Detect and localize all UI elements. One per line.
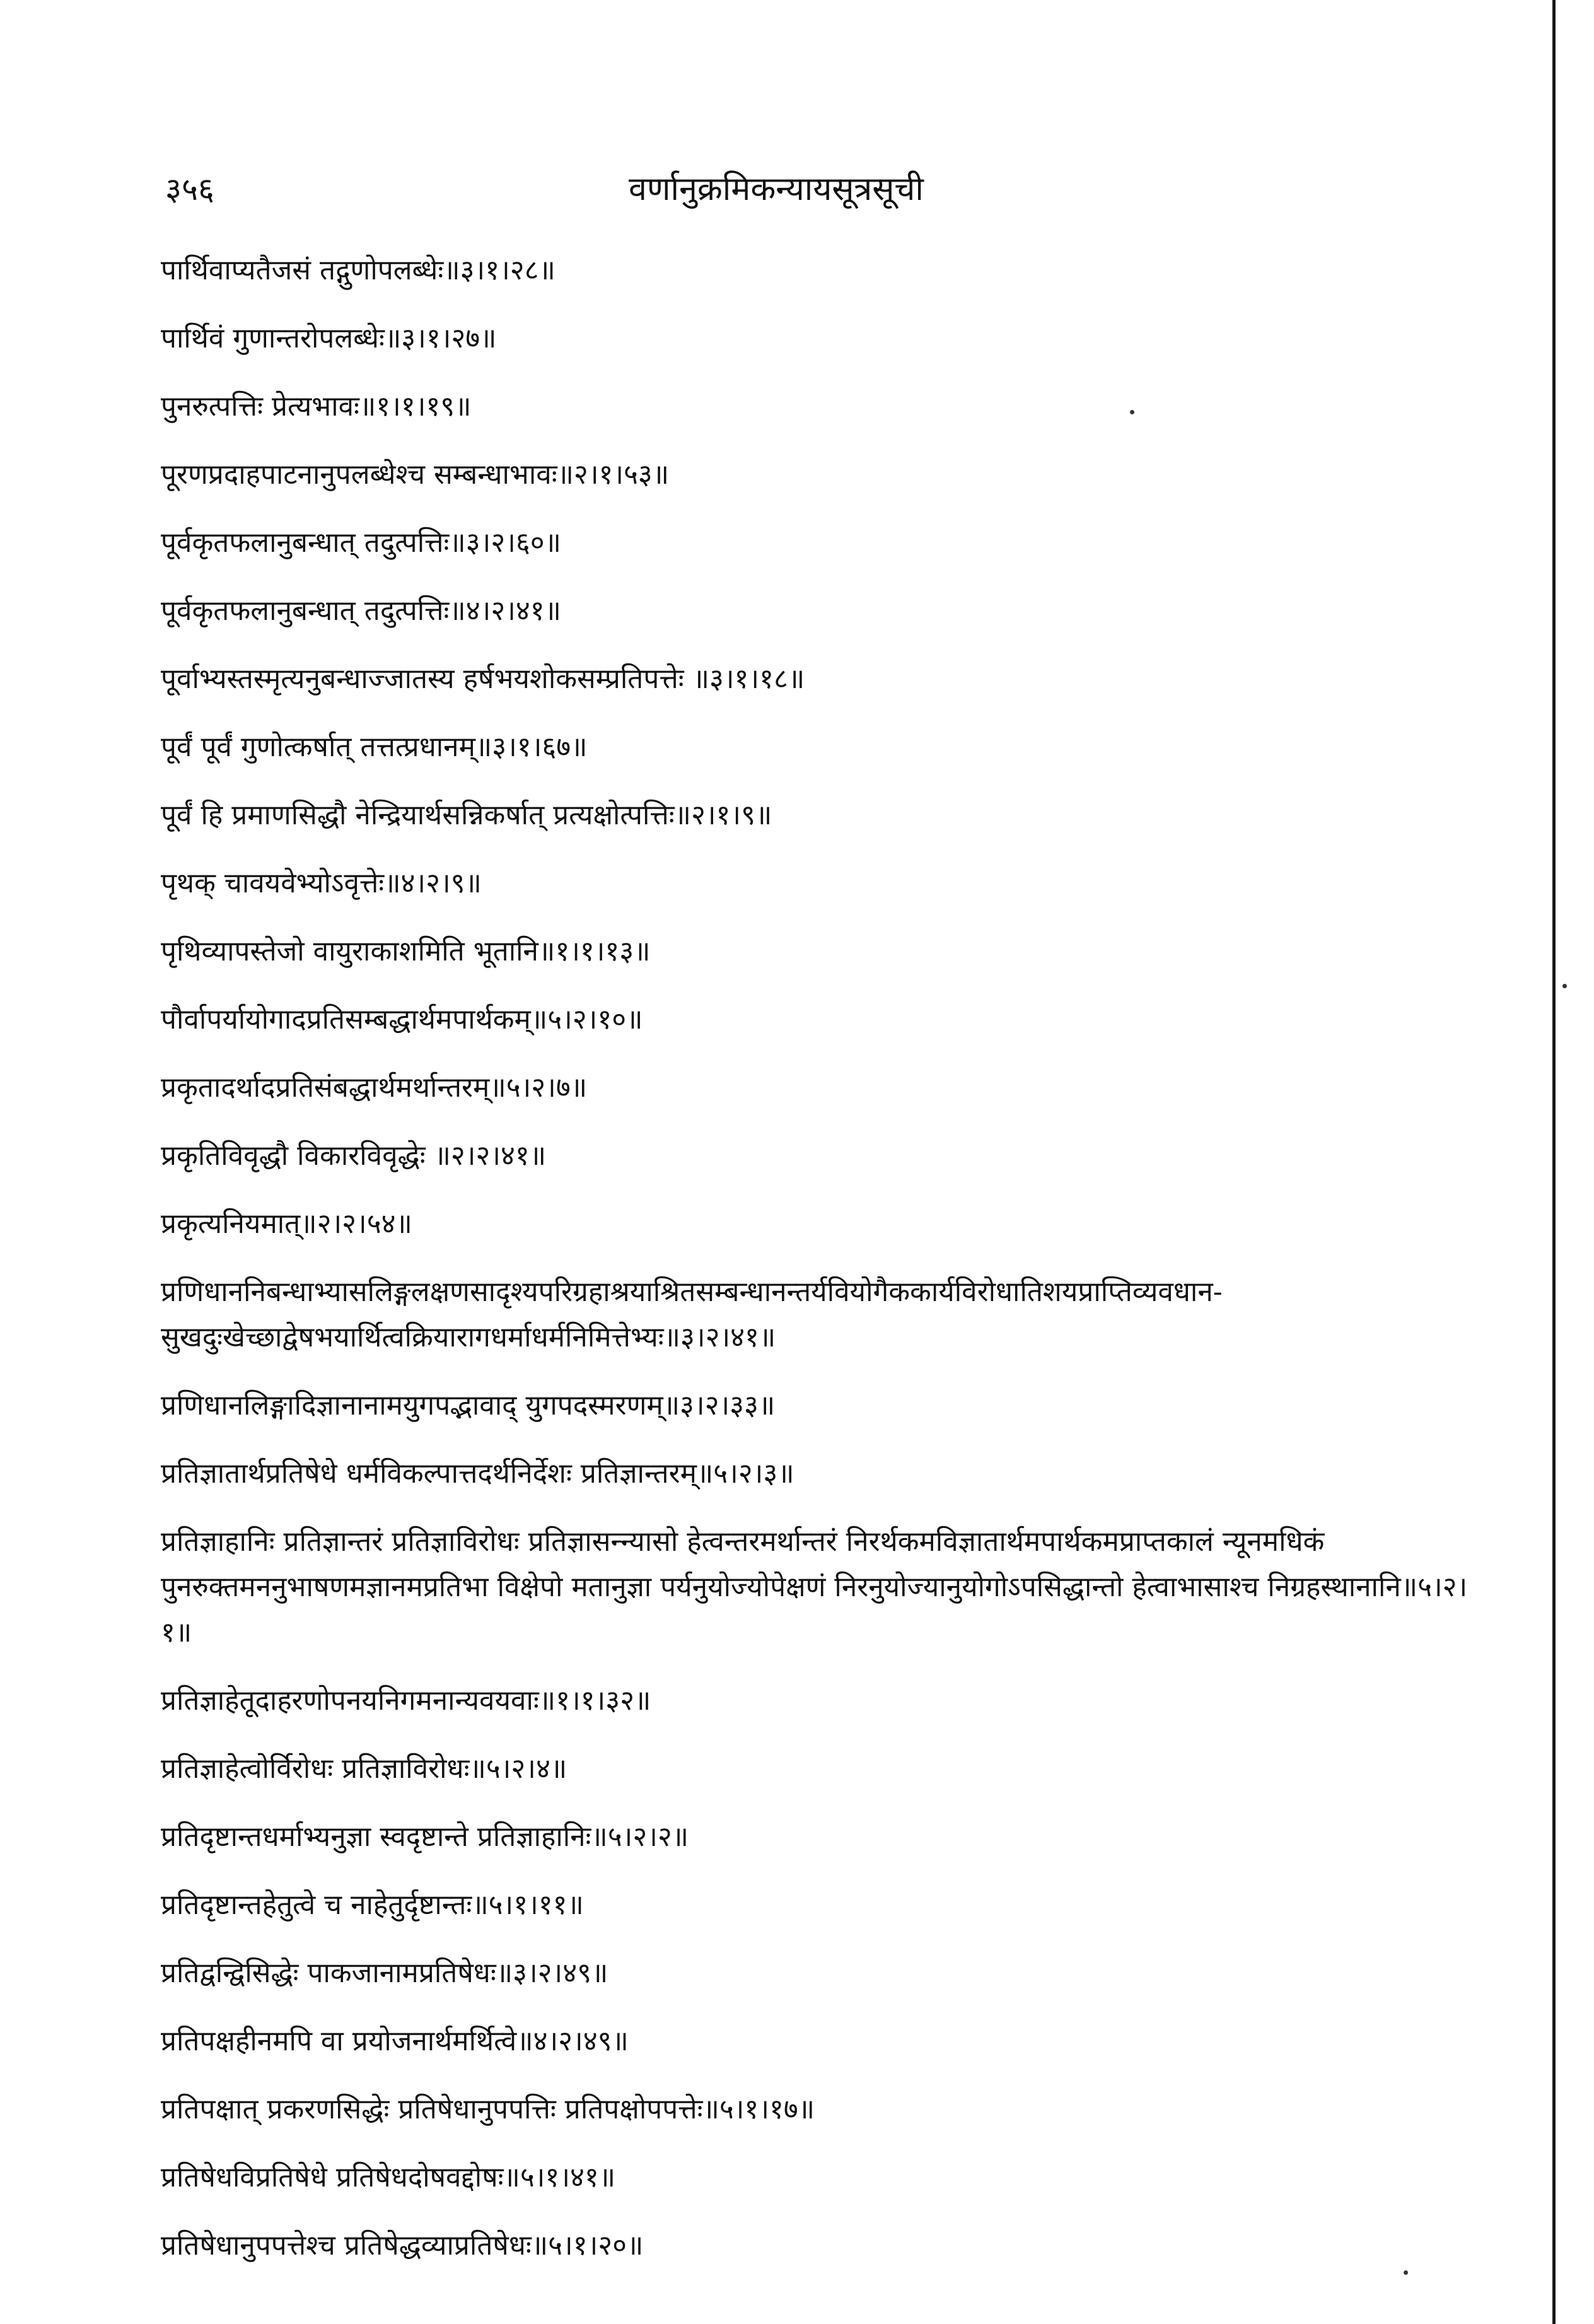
sutra-entry: पुनरुत्पत्तिः प्रेत्यभावः॥१।१।१९॥ <box>161 390 472 423</box>
scan-edge-line <box>1552 0 1556 2324</box>
sutra-entry: पृथिव्यापस्तेजो वायुराकाशमिति भूतानि॥१।१।१३॥ <box>161 935 651 967</box>
sutra-entry: प्रतिज्ञाहेत्वोर्विरोधः प्रतिज्ञाविरोधः॥५।२।४॥ <box>161 1753 567 1785</box>
sutra-entry: प्रकृत्यनियमात्॥२।२।५४॥ <box>161 1208 412 1240</box>
scan-speck <box>1562 984 1567 988</box>
sutra-entry: पृथक् चावयवेभ्योऽवृत्तेः॥४।२।९॥ <box>161 867 482 899</box>
sutra-entry: प्रकृतादर्थादप्रतिसंबद्धार्थमर्थान्तरम्॥५।२।७॥ <box>161 1071 588 1104</box>
sutra-entry: प्रतिज्ञातार्थप्रतिषेधे धर्मविकल्पात्तदर्थनिर्देशः प्रतिज्ञान्तरम्॥५।२।३॥ <box>161 1457 794 1490</box>
sutra-entry: प्रतिद्वन्द्विसिद्धेः पाकजानामप्रतिषेधः॥३।२।४९॥ <box>161 1957 608 1989</box>
page-number: ३५६ <box>165 171 214 207</box>
sutra-entry: प्रतिपक्षात् प्रकरणसिद्धेः प्रतिषेधानुपपत्तिः प्रतिपक्षोपपत्तेः॥५।१।१७॥ <box>161 2093 815 2125</box>
sutra-entry: पूरणप्रदाहपाटनानुपलब्धेश्च सम्बन्धाभावः॥२।१।५३॥ <box>161 458 670 491</box>
sutra-entry: पूर्वकृतफलानुबन्धात् तदुत्पत्तिः॥३।२।६०॥ <box>161 527 562 559</box>
sutra-entry: प्रतिषेधानुपपत्तेश्च प्रतिषेद्धव्याप्रतिषेधः॥५।१।२०॥ <box>161 2229 644 2262</box>
sutra-entry: प्रतिज्ञाहानिः प्रतिज्ञान्तरं प्रतिज्ञाविरोधः प्रतिज्ञासन्न्यासो हेत्वन्तरमर्थान्तरं निरर्थकमविज्ञातार्थमपार्थकमप्राप्तकालं न्यूनमधिकं पुनरुक्तमननुभाषणमज्ञानमप्रतिभा विक्षेपो मतानुज्ञा पर्यनुयोज्योपेक्षणं निरनुयोज्यानुयोगोऽपसिद्धान्तो हेत्वाभासाश्च निग्रहस्थानानि॥५।२।१॥ <box>161 1526 1468 1649</box>
sutra-index-list <box>161 248 1472 2291</box>
scan-speck <box>1404 2270 1408 2275</box>
sutra-entry: पूर्वं पूर्वं गुणोत्कर्षात् तत्तत्प्रधानम्॥३।१।६७॥ <box>161 731 588 763</box>
sutra-entry: प्रतिषेधविप्रतिषेधे प्रतिषेधदोषवद्दोषः॥५।१।४१॥ <box>161 2161 616 2193</box>
sutra-entry: प्रणिधाननिबन्धाभ्यासलिङ्गलक्षणसादृश्यपरिग्रहाश्रयाश्रितसम्बन्धानन्तर्यवियोगैककार्यविरोधातिशयप्राप्तिव्यवधान- सुखदुःखेच्छाद्वेषभयार्थित्वक्रियारागधर्माधर्मनिमित्तेभ्यः॥३।२।४१॥ <box>161 1276 1223 1353</box>
page-header <box>165 161 1363 218</box>
sutra-entry: प्रकृतिविवृद्धौ विकारविवृद्धेः ॥२।२।४१॥ <box>161 1140 547 1172</box>
sutra-entry: प्रतिज्ञाहेतूदाहरणोपनयनिगमनान्यवयवाः॥१।१।३२॥ <box>161 1685 651 1717</box>
sutra-entry: पूर्वकृतफलानुबन्धात् तदुत्पत्तिः॥४।२।४१॥ <box>161 595 562 627</box>
sutra-entry: प्रणिधानलिङ्गादिज्ञानानामयुगपद्भावाद् युगपदस्मरणम्॥३।२।३३॥ <box>161 1389 776 1422</box>
running-title: वर्णानुक्रमिकन्यायसूत्रसूची <box>629 170 924 208</box>
sutra-entry: पौर्वापर्यायोगादप्रतिसम्बद्धार्थमपार्थकम्॥५।२।१०॥ <box>161 1003 643 1036</box>
sutra-entry: प्रतिदृष्टान्तधर्माभ्यनुज्ञा स्वदृष्टान्ते प्रतिज्ञाहानिः॥५।२।२॥ <box>161 1821 689 1853</box>
sutra-entry: पूर्वाभ्यस्तस्मृत्यनुबन्धाज्जातस्य हर्षभयशोकसम्प्रतिपत्तेः ॥३।१।१८॥ <box>161 663 805 695</box>
scan-speck <box>1130 410 1134 414</box>
sutra-entry: प्रतिपक्षहीनमपि वा प्रयोजनार्थमर्थित्वे॥४।२।४९॥ <box>161 2025 629 2057</box>
sutra-entry: पूर्वं हि प्रमाणसिद्धौ नेन्द्रियार्थसन्निकर्षात् प्रत्यक्षोत्पत्तिः॥२।१।९॥ <box>161 799 772 831</box>
sutra-entry: पार्थिवं गुणान्तरोपलब्धेः॥३।१।२७॥ <box>161 322 497 354</box>
sutra-entry: पार्थिवाप्यतैजसं तद्गुणोपलब्धेः॥३।१।२८॥ <box>161 254 556 286</box>
sutra-entry: प्रतिदृष्टान्तहेतुत्वे च नाहेतुर्दृष्टान्तः॥५।१।११॥ <box>161 1889 584 1921</box>
